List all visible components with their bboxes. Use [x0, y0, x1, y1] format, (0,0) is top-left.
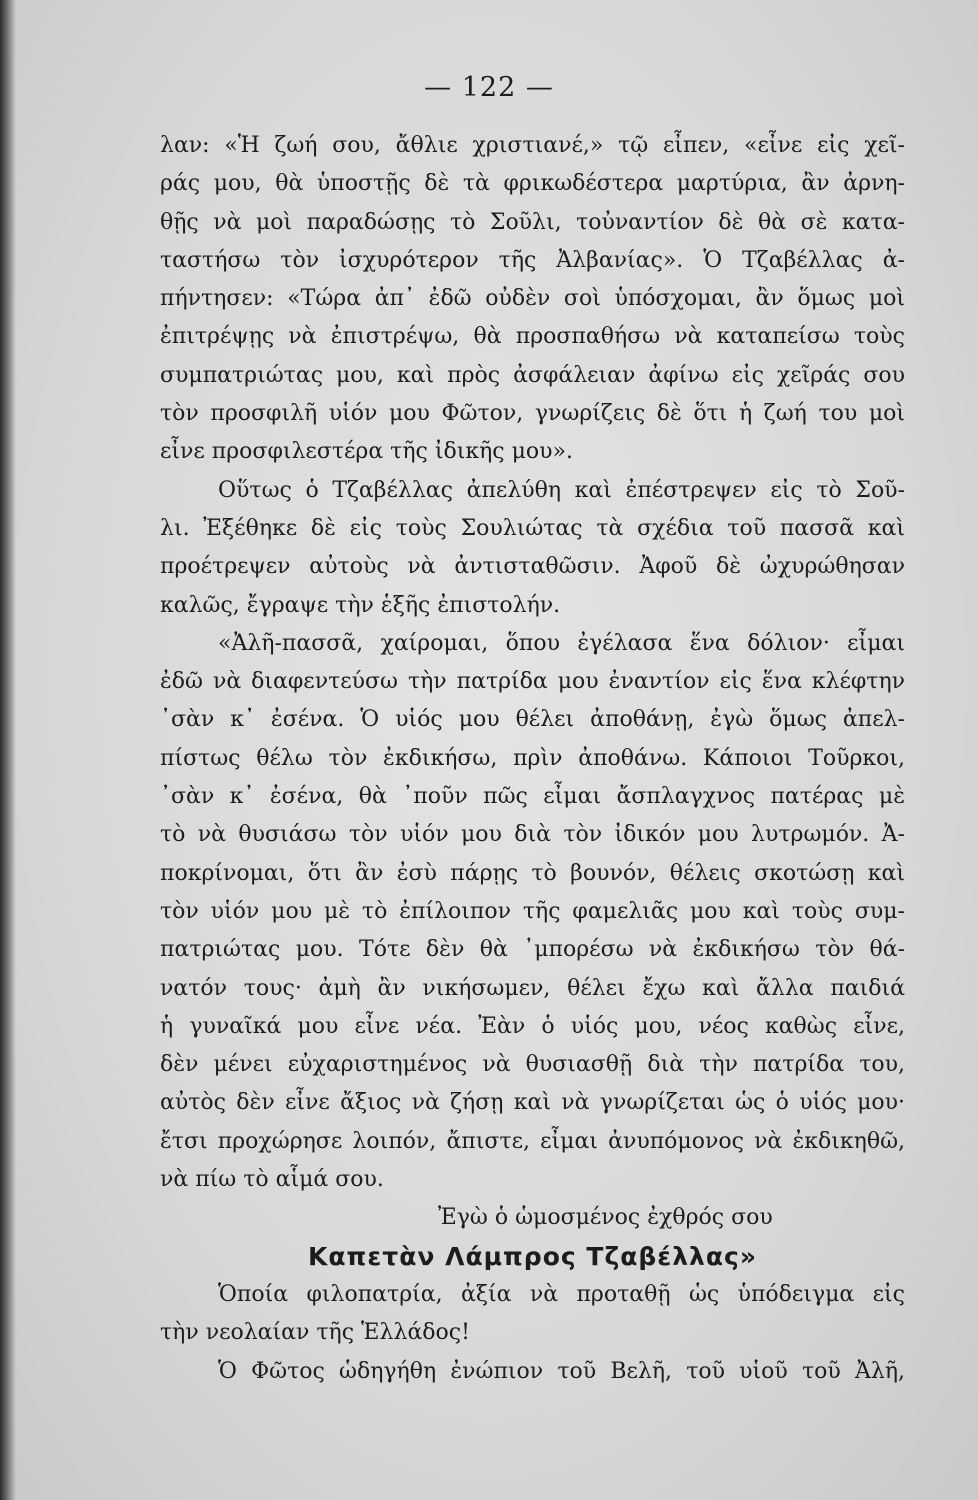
text-line: ἐδῶ νὰ διαφεντεύσω τὴν πατρίδα μου ἐναντίον εἰς ἕνα κλέφτην	[160, 669, 905, 695]
text-line: ἔτσι προχώρησε λοιπόν, ἄπιστε, εἶμαι ἀνυπόμονος νὰ ἐκδικηθῶ,	[160, 1128, 905, 1154]
letter-start-line: «Ἀλῆ-πασσᾶ, χαίρομαι, ὅπου ἐγέλασα ἕνα δόλιον· εἶμαι	[218, 630, 905, 656]
text-line: ἡ γυναῖκά μου εἶνε νέα. Ἐὰν ὁ υἱός μου, νέος καθὼς εἶνε,	[160, 1013, 905, 1039]
page-binding-shadow	[0, 0, 16, 1500]
text-line: τὸ νὰ θυσιάσω τὸν υἱόν μου διὰ τὸν ἰδικόν μου λυτρωμόν. Ἀ-	[160, 822, 905, 848]
text-line: ταστήσω τὸν ἰσχυρότερον τῆς Ἀλβανίας». Ὁ Τζαβέλλας ἀ-	[160, 247, 905, 273]
text-line: τὸν υἱόν μου μὲ τὸ ἐπίλοιπον τῆς φαμελιᾶς μου καὶ τοὺς συμ-	[160, 898, 905, 924]
text-line: πήντησεν: «Τώρα ἀπ᾽ ἐδῶ οὐδὲν σοὶ ὑπόσχομαι, ἂν ὅμως μοὶ	[160, 286, 905, 312]
text-line: νατόν τους· ἀμὴ ἂν νικήσωμεν, θέλει ἔχω καὶ ἄλλα παιδιά	[160, 975, 905, 1001]
text-line: τὸν προσφιλῆ υἱόν μου Φῶτον, γνωρίζεις δὲ ὅτι ἡ ζωή του μοὶ	[160, 401, 905, 427]
text-line: συμπατριώτας μου, καὶ πρὸς ἀσφάλειαν ἀφίνω εἰς χεῖράς σου	[160, 362, 905, 388]
text-line: εἶνε προσφιλεστέρα τῆς ἰδικῆς μου».	[160, 439, 573, 465]
text-line: ποκρίνομαι, ὅτι ἂν ἐσὺ πάρῃς τὸ βουνόν, θέλεις σκοτώσῃ καὶ	[160, 860, 905, 886]
text-line: πατριώτας μου. Τότε δὲν θὰ ᾽μπορέσω νὰ ἐκδικήσω τὸν θά-	[160, 937, 905, 963]
text-line: προέτρεψεν αὐτοὺς νὰ ἀντισταθῶσιν. Ἀφοῦ δὲ ὠχυρώθησαν	[160, 554, 905, 580]
paragraph-start-line: Οὕτως ὁ Τζαβέλλας ἀπελύθη καὶ ἐπέστρεψεν εἰς τὸ Σοῦ-	[218, 477, 905, 503]
text-line: αὐτὸς δὲν εἶνε ἄξιος νὰ ζήσῃ καὶ νὰ γνωρίζεται ὡς ὁ υἱός μου·	[160, 1090, 905, 1116]
signature-line: Ἐγὼ ὁ ὡμοσμένος ἐχθρός σου	[438, 1205, 773, 1231]
signature-name: Καπετὰν Λάμπρος Τζαβέλλας»	[308, 1241, 757, 1271]
text-line: λι. Ἐξέθηκε δὲ εἰς τοὺς Σουλιώτας τὰ σχέδια τοῦ πασσᾶ καὶ	[160, 515, 905, 541]
text-line: ᾽σὰν κ᾽ ἐσένα. Ὁ υἱός μου θέλει ἀποθάνῃ, ἐγὼ ὅμως ἀπελ-	[160, 707, 905, 733]
text-line: θῇς νὰ μοὶ παραδώσῃς τὸ Σοῦλι, τοὐναντίον δὲ θὰ σὲ κατα-	[160, 209, 905, 235]
paragraph-start-line: Ὁποία φιλοπατρία, ἀξία νὰ προταθῇ ὡς ὑπόδειγμα εἰς	[218, 1281, 905, 1307]
text-line: καλῶς, ἔγραψε τὴν ἑξῆς ἐπιστολήν.	[160, 592, 561, 618]
text-line: πίστως θέλω τὸν ἐκδικήσω, πρὶν ἀποθάνω. Κάποιοι Τοῦρκοι,	[160, 745, 905, 771]
body-text	[160, 127, 905, 1391]
text-line: λαν: «Ἡ ζωή σου, ἄθλιε χριστιανέ,» τῷ εἶπεν, «εἶνε εἰς χεῖ-	[160, 133, 905, 158]
text-line: ἐπιτρέψῃς νὰ ἐπιστρέψω, θὰ προσπαθήσω νὰ καταπείσω τοὺς	[160, 324, 905, 350]
text-line: νὰ πίω τὸ αἷμά σου.	[160, 1167, 384, 1193]
text-line: ᾽σὰν κ᾽ ἐσένα, θὰ ᾽ποῦν πῶς εἶμαι ἄσπλαγχνος πατέρας μὲ	[160, 784, 905, 810]
text-line: ράς μου, θὰ ὑποστῇς δὲ τὰ φρικωδέστερα μαρτύρια, ἂν ἀρνη-	[160, 171, 905, 197]
page-number: — 122 —	[424, 72, 554, 103]
text-line: τὴν νεολαίαν τῆς Ἑλλάδος!	[160, 1320, 470, 1346]
text-line: δὲν μένει εὐχαριστημένος νὰ θυσιασθῇ διὰ τὴν πατρίδα του,	[160, 1052, 905, 1078]
paragraph-start-line: Ὁ Φῶτος ὡδηγήθη ἐνώπιον τοῦ Βελῆ, τοῦ υἱοῦ τοῦ Ἀλῆ,	[218, 1358, 905, 1384]
